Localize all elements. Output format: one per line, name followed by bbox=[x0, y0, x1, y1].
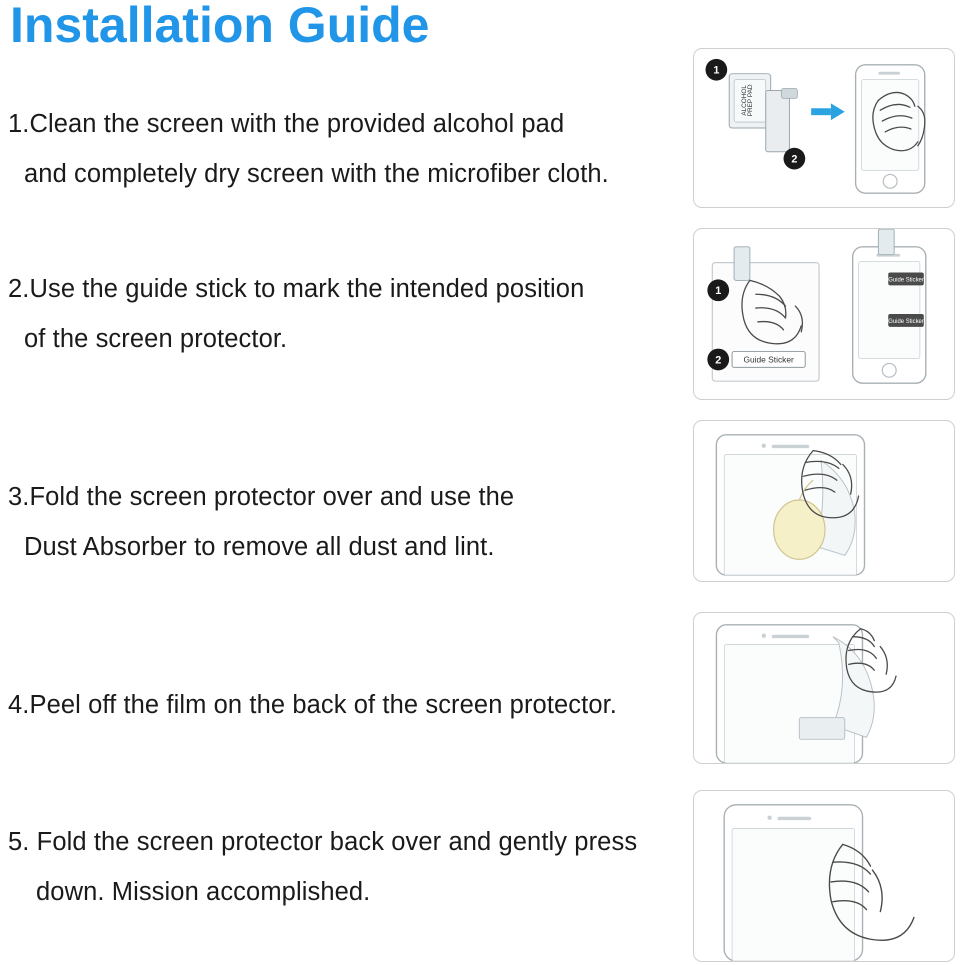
badge-2-label: 2 bbox=[791, 153, 798, 166]
guide-sticker-tag-icon bbox=[732, 352, 805, 368]
svg-text:PREP PAD: PREP PAD bbox=[746, 84, 754, 117]
illustration-step-2 bbox=[693, 228, 955, 400]
illustration-step-4 bbox=[693, 612, 955, 764]
step-5-text bbox=[8, 818, 678, 917]
svg-text:Guide Sticker: Guide Sticker bbox=[743, 354, 794, 365]
step-5-line-2: down. Mission accomplished. bbox=[36, 877, 371, 906]
step-4-text bbox=[8, 681, 678, 731]
step-1-line-2: and completely dry screen with the microfiber cloth. bbox=[24, 159, 609, 188]
step-2-line-1: 2.Use the guide stick to mark the intended position bbox=[8, 275, 585, 303]
svg-text:Guide Sticker: Guide Sticker bbox=[888, 318, 924, 325]
step-3-line-1: 3.Fold the screen protector over and use the bbox=[8, 483, 515, 511]
step-5-line-1: 5. Fold the screen protector back over and gently press bbox=[8, 828, 638, 856]
svg-text:Guide Sticker: Guide Sticker bbox=[888, 277, 924, 284]
illustration-step-5 bbox=[693, 790, 955, 962]
badge-1-label: 1 bbox=[715, 285, 722, 298]
badge-1-label: 1 bbox=[713, 64, 720, 77]
svg-text:ALCOHOL: ALCOHOL bbox=[740, 85, 748, 116]
badge-2-label: 2 bbox=[715, 354, 722, 367]
step-4-line-1: 4.Peel off the film on the back of the screen protector. bbox=[8, 691, 617, 719]
microfiber-cloth-icon bbox=[766, 89, 798, 152]
phone-outline-icon bbox=[853, 229, 926, 383]
step-1-line-1: 1.Clean the screen with the provided alcohol pad bbox=[8, 110, 565, 138]
step-2-text bbox=[8, 265, 678, 364]
step-3-text bbox=[8, 473, 678, 572]
phone-outline-icon bbox=[724, 805, 862, 961]
page-title: Installation Guide bbox=[10, 0, 430, 53]
step-2-line-2: of the screen protector. bbox=[24, 324, 288, 353]
step-3-line-2: Dust Absorber to remove all dust and lint. bbox=[24, 532, 495, 561]
illustration-step-3 bbox=[693, 420, 955, 582]
arrow-right-icon bbox=[811, 103, 845, 120]
illustration-step-1 bbox=[693, 48, 955, 208]
alcohol-prep-pad-icon bbox=[729, 74, 770, 128]
step-1-text bbox=[8, 100, 678, 199]
